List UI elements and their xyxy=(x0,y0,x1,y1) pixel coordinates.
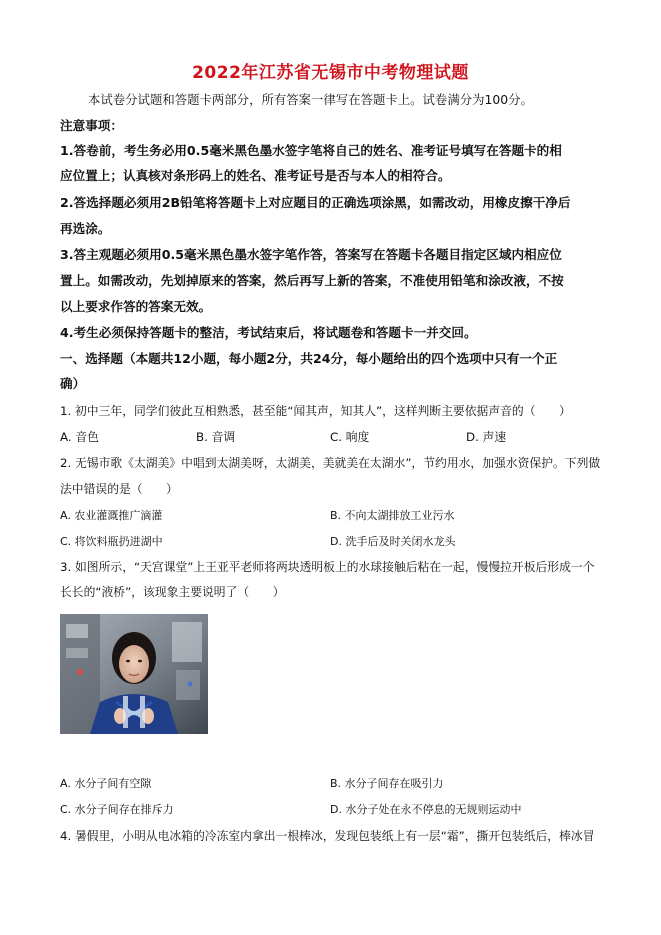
notice-2-line-1: 2.答选择题必须用2B铅笔将答题卡上对应题目的正确选项涂黑，如需改动，用橡皮擦干净后 xyxy=(60,195,571,210)
question-2-stem-line-1: 2. 无锡市歌《太湖美》中唱到太湖美呀，太湖美，美就美在太湖水”，节约用水，加强水资保护。下列做 xyxy=(60,456,601,470)
question-1-option-c: C. 响度 xyxy=(330,430,370,444)
section-heading-line-1: 一、选择题（本题共12小题，每小题2分，共24分，每小题给出的四个选项中只有一个正 xyxy=(60,351,558,366)
question-3-option-a: A. 水分子间有空隙 xyxy=(60,777,152,790)
question-3-option-d: D. 水分子处在永不停息的无规则运动中 xyxy=(330,803,522,816)
exam-title: 2022年江苏省无锡市中考物理试题 xyxy=(192,63,469,83)
question-1-option-a: A. 音色 xyxy=(60,430,99,444)
question-2-stem-line-2: 法中错误的是（ ） xyxy=(60,482,178,496)
notice-2-line-2: 再选涂。 xyxy=(60,221,111,236)
question-3-option-b: B. 水分子间存在吸引力 xyxy=(330,777,444,790)
question-2-option-c: C. 将饮料瓶扔进湖中 xyxy=(60,535,163,548)
astronaut-liquid-bridge-illustration xyxy=(60,614,208,734)
question-1-option-d: D. 声速 xyxy=(466,430,507,444)
question-3-stem-line-2: 长长的“液桥”，该现象主要说明了（ ） xyxy=(60,585,285,599)
question-3-option-c: C. 水分子间存在排斥力 xyxy=(60,803,174,816)
question-1-option-b: B. 音调 xyxy=(196,430,236,444)
question-2-option-d: D. 洗手后及时关闭水龙头 xyxy=(330,535,456,548)
question-4-stem: 4. 暑假里，小明从电冰箱的冷冻室内拿出一根棒冰，发现包装纸上有一层“霜”，撕开包装纸后，棒冰冒 xyxy=(60,829,595,843)
notice-heading: 注意事项： xyxy=(60,118,123,133)
notice-3-line-1: 3.答主观题必须用0.5毫米黑色墨水签字笔作答，答案写在答题卡各题目指定区域内相应位 xyxy=(60,247,562,262)
question-2-option-a: A. 农业灌溉推广滴灌 xyxy=(60,509,163,522)
tiangong-classroom-photo xyxy=(60,614,208,734)
notice-4-line-1: 4.考生必须保持答题卡的整洁，考试结束后，将试题卷和答题卡一并交回。 xyxy=(60,325,477,340)
section-heading-line-2: 确） xyxy=(60,376,86,391)
notice-1-line-2: 应位置上；认真核对条形码上的姓名、准考证号是否与本人的相符合。 xyxy=(60,168,451,183)
exam-intro: 本试卷分试题和答题卡两部分，所有答案一律写在答题卡上。试卷满分为100分。 xyxy=(88,92,533,107)
question-1-stem: 1. 初中三年，同学们彼此互相熟悉，甚至能“闻其声，知其人”，这样判断主要依据声音的（ ） xyxy=(60,404,571,418)
notice-3-line-3: 以上要求作答的答案无效。 xyxy=(60,299,212,314)
notice-3-line-2: 置上。如需改动，先划掉原来的答案，然后再写上新的答案，不准使用铅笔和涂改液，不按 xyxy=(60,273,564,288)
question-2-option-b: B. 不向太湖排放工业污水 xyxy=(330,509,455,522)
notice-1-line-1: 1.答卷前，考生务必用0.5毫米黑色墨水签字笔将自己的姓名、准考证号填写在答题卡的相 xyxy=(60,143,562,158)
question-3-stem-line-1: 3. 如图所示，“天宫课堂”上王亚平老师将两块透明板上的水球接触后粘在一起，慢慢拉开板后形成一个 xyxy=(60,560,595,574)
